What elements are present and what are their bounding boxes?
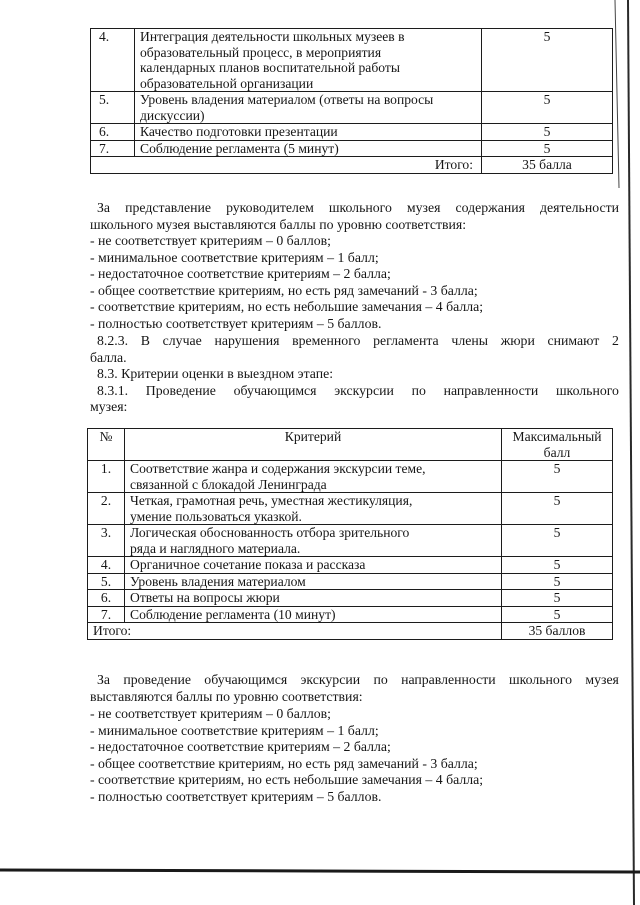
row-criterion <box>125 493 502 525</box>
row-criterion <box>125 525 502 557</box>
row-score: 5 <box>502 573 613 590</box>
criterion-line: связанной с блокадой Ленинграда <box>130 476 327 492</box>
criterion-line: Интеграция деятельности школьных музеев в <box>140 29 405 44</box>
word: деятельности <box>540 200 619 215</box>
clause-8-3-heading: 8.3. Критерии оценки в выездном этапе: <box>97 366 334 381</box>
criterion-line: Соблюдение регламента (5 минут) <box>140 140 339 156</box>
criterion-line: Качество подготовки презентации <box>140 124 338 139</box>
row-score: 5 <box>482 29 613 92</box>
scale-item: - общее соответствие критериям, но есть ряд замечаний - 3 балла; <box>90 282 478 298</box>
total-label: Итого: <box>91 157 482 174</box>
row-criterion <box>125 573 502 590</box>
table-row <box>88 590 613 607</box>
table-row <box>91 92 613 124</box>
word: музея <box>406 200 441 215</box>
paragraph-line <box>97 383 619 400</box>
row-number: 7. <box>91 140 135 157</box>
criterion-line: Уровень владения материалом <box>130 573 306 589</box>
table-row <box>91 140 613 157</box>
word: За <box>97 200 111 215</box>
paragraph-line: школьного музея выставляются баллы по уровню соответствия: <box>90 217 467 232</box>
word: проведение <box>123 672 191 687</box>
word: регламента <box>373 333 439 348</box>
row-score: 5 <box>502 557 613 574</box>
word: 8.2.3. <box>97 333 129 348</box>
row-number: 2. <box>88 493 125 525</box>
word: 8.3.1. <box>97 383 129 398</box>
table-row <box>88 461 613 493</box>
scale-item: - минимальное соответствие критериям – 1 балл; <box>90 249 379 265</box>
word: содержания <box>455 200 525 215</box>
scale-item: - недостаточное соответствие критериям – 2 балла; <box>90 266 391 282</box>
row-score: 5 <box>502 493 613 525</box>
paragraph-line <box>97 333 619 350</box>
word: 2 <box>612 333 619 348</box>
paragraph-leader-presentation <box>97 200 619 217</box>
row-number: 6. <box>91 124 135 141</box>
row-number: 1. <box>88 461 125 493</box>
table-total-row <box>88 623 613 640</box>
row-number: 4. <box>91 29 135 92</box>
criterion-line: умение пользоваться указкой. <box>130 508 302 524</box>
criterion-line: календарных планов воспитательной работы <box>140 60 400 75</box>
row-number: 4. <box>88 557 125 574</box>
table-row <box>88 606 613 623</box>
criterion-line: образовательный процесс, в мероприятия <box>140 44 382 60</box>
row-criterion <box>125 590 502 607</box>
row-score: 5 <box>502 461 613 493</box>
paragraph-line <box>97 672 619 689</box>
word: жюри <box>500 333 535 348</box>
clause-8-2-3 <box>97 333 619 350</box>
word: снимают <box>547 333 600 348</box>
criterion-line: образовательной организации <box>140 75 314 91</box>
table-row <box>88 557 613 574</box>
row-number: 5. <box>88 573 125 590</box>
word: члены <box>451 333 488 348</box>
word: временного <box>292 333 361 348</box>
word: музея <box>585 672 619 687</box>
header-number: № <box>88 429 125 461</box>
scale-item: - недостаточное соответствие критериям – 2 балла; <box>90 739 391 755</box>
word: За <box>97 672 111 687</box>
word: школьного <box>328 200 392 215</box>
row-criterion <box>135 29 482 92</box>
row-criterion <box>135 124 482 141</box>
word: школьного <box>509 672 573 687</box>
paragraph-line: музея: <box>90 399 128 414</box>
word: направленности <box>443 383 539 398</box>
criterion-line: Ответы на вопросы жюри <box>130 590 280 605</box>
header-max-score-line: балл <box>543 444 571 460</box>
table-row <box>88 525 613 557</box>
criterion-line: Соблюдение регламента (10 минут) <box>130 606 336 622</box>
word: по <box>373 672 388 687</box>
criterion-line: Логическая обоснованность отбора зрительного <box>130 525 410 540</box>
criterion-line: Соответствие жанра и содержания экскурсии теме, <box>130 461 426 476</box>
total-value: 35 баллов <box>502 623 613 640</box>
row-criterion <box>125 557 502 574</box>
header-max-score-line: Максимальный <box>512 429 602 444</box>
criterion-line: Четкая, грамотная речь, уместная жестикуляция, <box>130 493 413 508</box>
scale-item: - минимальное соответствие критериям – 1 балл; <box>90 722 379 738</box>
row-number: 5. <box>91 92 135 124</box>
row-number: 7. <box>88 606 125 623</box>
header-criterion: Критерий <box>125 429 502 461</box>
total-value: 35 балла <box>482 157 613 174</box>
scale-item: - соответствие критериям, но есть небольшие замечания – 4 балла; <box>90 772 484 788</box>
word: обучающимся <box>204 672 288 687</box>
word: нарушения <box>214 333 280 348</box>
word: направленности <box>401 672 496 687</box>
row-score: 5 <box>502 525 613 557</box>
table-row <box>91 29 613 92</box>
word: по <box>411 383 426 398</box>
criterion-line: ряда и наглядного материала. <box>130 540 301 556</box>
word: Проведение <box>145 383 216 398</box>
scale-item: - полностью соответствует критериям – 5 баллов. <box>90 789 382 804</box>
row-score: 5 <box>482 124 613 141</box>
paragraph-line <box>97 200 619 217</box>
table-total-row <box>91 157 613 174</box>
word: экскурсии <box>334 383 394 398</box>
word: школьного <box>555 383 619 398</box>
word: обучающимся <box>233 383 317 398</box>
row-criterion <box>125 461 502 493</box>
row-criterion <box>135 92 482 124</box>
criteria-table-excursion <box>87 428 613 640</box>
word: экскурсии <box>300 672 361 687</box>
paragraph-line: выставляются баллы по уровню соответствия: <box>90 689 363 704</box>
row-score: 5 <box>482 92 613 124</box>
row-number: 6. <box>88 590 125 607</box>
row-criterion <box>135 140 482 157</box>
header-max-score <box>502 429 613 461</box>
word: представление <box>125 200 212 215</box>
row-score: 5 <box>502 590 613 607</box>
row-score: 5 <box>502 606 613 623</box>
criteria-table-presentation <box>90 28 613 174</box>
table-row <box>88 573 613 590</box>
scale-item: - не соответствует критериям – 0 баллов; <box>90 233 331 248</box>
criterion-line: Органичное сочетание показа и рассказа <box>130 557 366 572</box>
paragraph-excursion-scoring <box>97 672 619 689</box>
table-header-row <box>88 429 613 461</box>
word: руководителем <box>226 200 314 215</box>
scale-item: - общее соответствие критериям, но есть ряд замечаний - 3 балла; <box>90 755 478 771</box>
row-criterion <box>125 606 502 623</box>
word: В <box>140 333 150 348</box>
criterion-line: Уровень владения материалом (ответы на вопросы <box>140 92 434 107</box>
clause-8-3-1 <box>97 383 619 400</box>
scale-item: - полностью соответствует критериям – 5 баллов. <box>90 316 382 331</box>
total-label: Итого: <box>88 623 502 640</box>
paragraph-line: балла. <box>90 350 127 365</box>
row-score: 5 <box>482 140 613 157</box>
scale-item: - не соответствует критериям – 0 баллов; <box>90 706 331 721</box>
criterion-line: дискуссии) <box>140 107 205 123</box>
scale-item: - соответствие критериям, но есть небольшие замечания – 4 балла; <box>90 299 484 315</box>
table-row <box>88 493 613 525</box>
table-row <box>91 124 613 141</box>
word: случае <box>162 333 202 348</box>
row-number: 3. <box>88 525 125 557</box>
